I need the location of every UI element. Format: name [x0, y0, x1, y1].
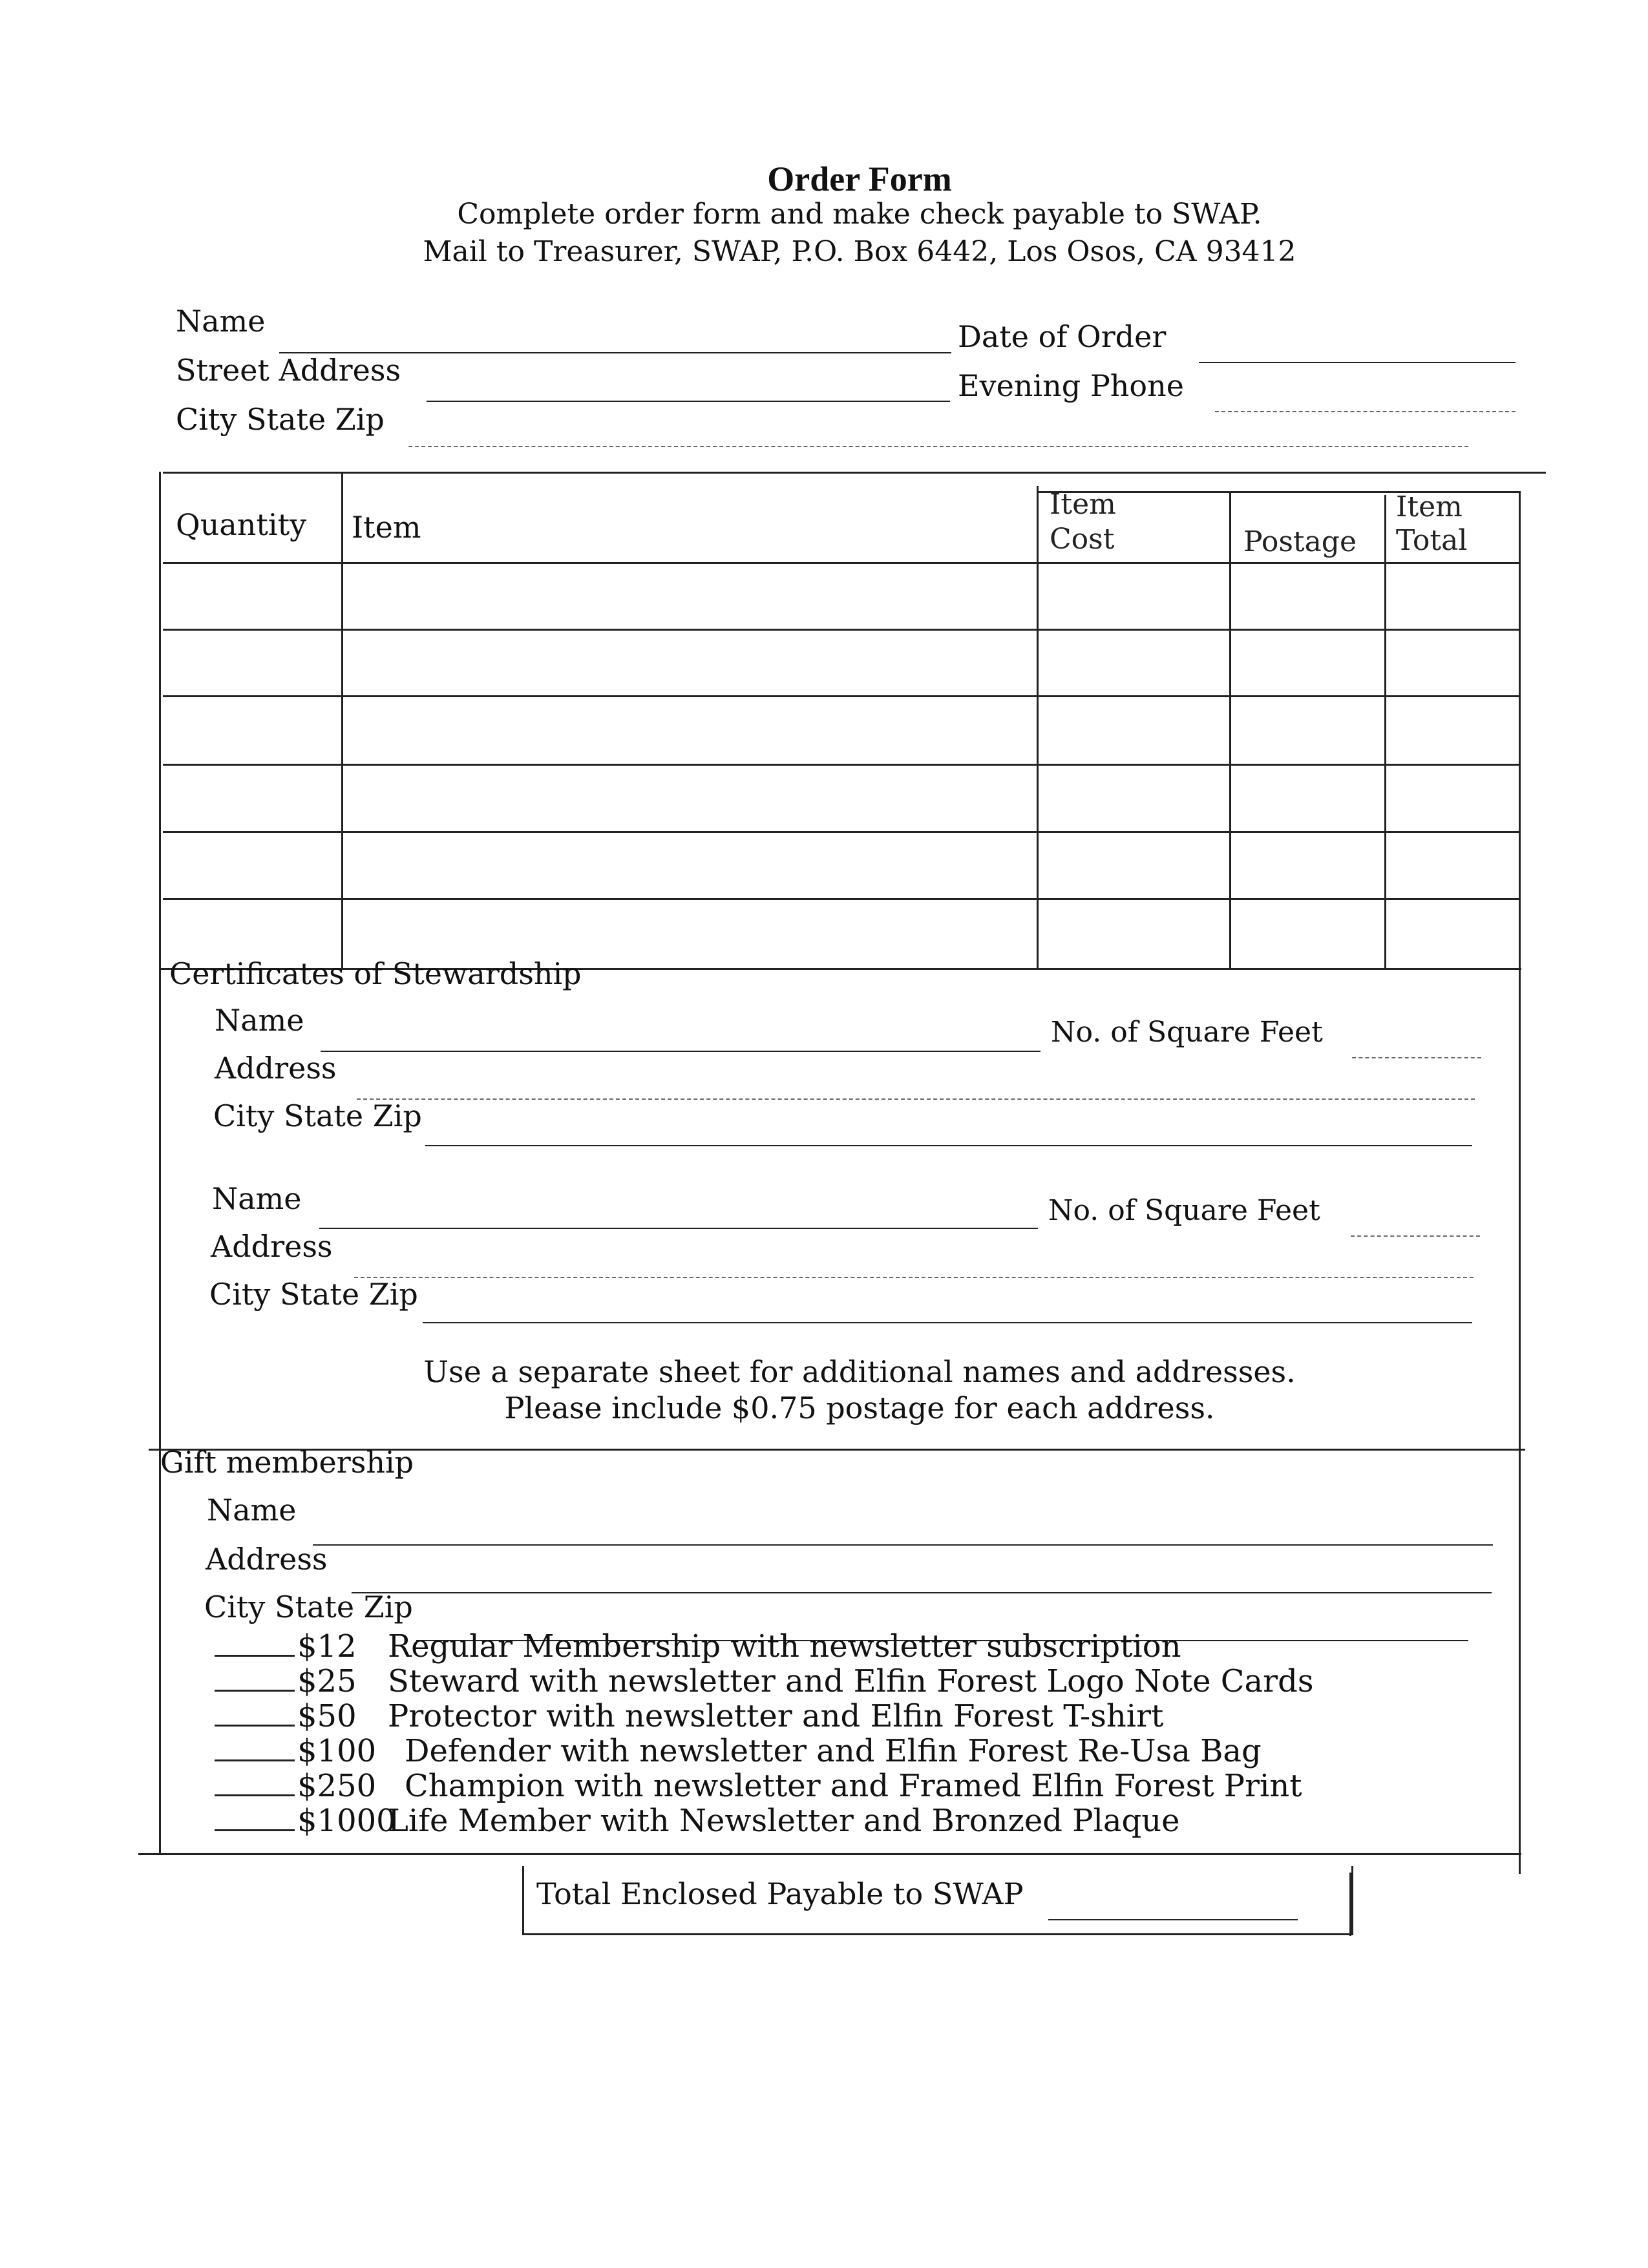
table-row[interactable] — [163, 631, 1520, 695]
gift-address-field[interactable] — [352, 1592, 1492, 1593]
cert1-name-field[interactable] — [321, 1051, 1041, 1052]
cert2-sqft-label: No. of Square Feet — [1048, 1194, 1320, 1227]
cert2-city-field[interactable] — [423, 1322, 1472, 1323]
cert1-city-label: City State Zip — [213, 1098, 422, 1133]
customer-city-label: City State Zip — [176, 402, 385, 437]
gift-address-label: Address — [206, 1542, 328, 1577]
table-row[interactable] — [163, 833, 1520, 898]
option-checkbox-blank[interactable] — [215, 1759, 295, 1761]
evening-phone-label: Evening Phone — [958, 368, 1184, 403]
col-header-item: Item — [352, 510, 421, 545]
option-checkbox-blank[interactable] — [215, 1829, 295, 1831]
option-amount: $12 — [297, 1628, 357, 1664]
cert1-sqft-label: No. of Square Feet — [1051, 1016, 1323, 1049]
street-address-field[interactable] — [427, 401, 950, 402]
table-row[interactable] — [163, 564, 1520, 629]
col-header-item-cost-2: Cost — [1050, 523, 1115, 556]
cert1-sqft-field[interactable] — [1352, 1057, 1481, 1058]
gift-heading: Gift membership — [160, 1445, 414, 1480]
option-description: Steward with newsletter and Elfin Forest Logo Note Cards — [388, 1663, 1314, 1699]
col-header-postage: Postage — [1243, 525, 1357, 558]
option-amount: $250 — [297, 1768, 377, 1804]
customer-name-label: Name — [176, 304, 266, 339]
form-bottom-border — [138, 1853, 1521, 1855]
option-description: Life Member with Newsletter and Bronzed Plaque — [388, 1803, 1180, 1839]
gift-option[interactable] — [215, 1733, 1262, 1769]
cert2-city-label: City State Zip — [209, 1277, 418, 1312]
gift-option[interactable] — [215, 1768, 1302, 1804]
order-table — [163, 472, 1546, 969]
gift-city-label: City State Zip — [204, 1590, 413, 1624]
gift-option[interactable] — [215, 1698, 1163, 1734]
table-row[interactable] — [163, 766, 1520, 830]
option-checkbox-blank[interactable] — [215, 1725, 295, 1727]
instructions-line-1: Complete order form and make check payable to SWAP. — [457, 198, 1262, 231]
cert1-name-label: Name — [215, 1003, 304, 1038]
option-description: Champion with newsletter and Framed Elfin Forest Print — [405, 1768, 1302, 1804]
col-header-quantity: Quantity — [176, 507, 307, 542]
option-description: Defender with newsletter and Elfin Forest Re-Usa Bag — [405, 1733, 1262, 1769]
total-enclosed-label: Total Enclosed Payable to SWAP — [536, 1876, 1024, 1911]
option-amount: $50 — [297, 1698, 357, 1734]
option-description: Protector with newsletter and Elfin Forest T-shirt — [388, 1698, 1164, 1734]
option-checkbox-blank[interactable] — [215, 1690, 295, 1692]
gift-option[interactable] — [215, 1628, 1181, 1664]
cert2-address-field[interactable] — [354, 1277, 1474, 1278]
form-title: Order Form — [767, 160, 952, 198]
option-description: Regular Membership with newsletter subscription — [388, 1628, 1181, 1664]
col-header-item-total-1: Item — [1396, 490, 1463, 523]
cert1-city-field[interactable] — [425, 1145, 1472, 1146]
instructions-line-2: Mail to Treasurer, SWAP, P.O. Box 6442, Los Osos, CA 93412 — [423, 235, 1296, 268]
option-checkbox-blank[interactable] — [215, 1794, 295, 1796]
option-amount: $100 — [297, 1733, 377, 1769]
option-amount: $1000 — [297, 1803, 396, 1839]
col-header-item-total-2: Total — [1396, 524, 1468, 557]
cert2-name-label: Name — [212, 1181, 302, 1216]
certificates-heading: Certificates of Stewardship — [169, 956, 582, 991]
date-of-order-label: Date of Order — [958, 319, 1167, 354]
certificates-note-2: Please include $0.75 postage for each address. — [504, 1391, 1215, 1425]
cert1-address-label: Address — [215, 1051, 337, 1086]
option-checkbox-blank[interactable] — [215, 1655, 295, 1657]
total-enclosed-field[interactable] — [1048, 1919, 1298, 1920]
cert1-address-field[interactable] — [357, 1098, 1475, 1100]
option-amount: $25 — [297, 1663, 357, 1699]
cert2-name-field[interactable] — [319, 1228, 1038, 1229]
total-box-right-border — [1349, 1873, 1351, 1936]
customer-city-field[interactable] — [408, 446, 1468, 447]
date-of-order-field[interactable] — [1199, 362, 1516, 363]
form-left-border — [159, 472, 161, 1854]
col-header-item-cost-1: Item — [1050, 488, 1116, 521]
gift-name-field[interactable] — [313, 1544, 1493, 1546]
gift-option[interactable] — [215, 1803, 1180, 1839]
street-address-label: Street Address — [176, 353, 401, 388]
gift-name-label: Name — [207, 1493, 297, 1528]
certificates-note-1: Use a separate sheet for additional names and addresses. — [423, 1354, 1296, 1389]
cert2-address-label: Address — [211, 1229, 333, 1264]
evening-phone-field[interactable] — [1215, 411, 1516, 412]
gift-option[interactable] — [215, 1663, 1313, 1699]
cert2-sqft-field[interactable] — [1351, 1235, 1480, 1237]
col-divider — [1519, 491, 1521, 569]
table-row[interactable] — [163, 697, 1520, 762]
